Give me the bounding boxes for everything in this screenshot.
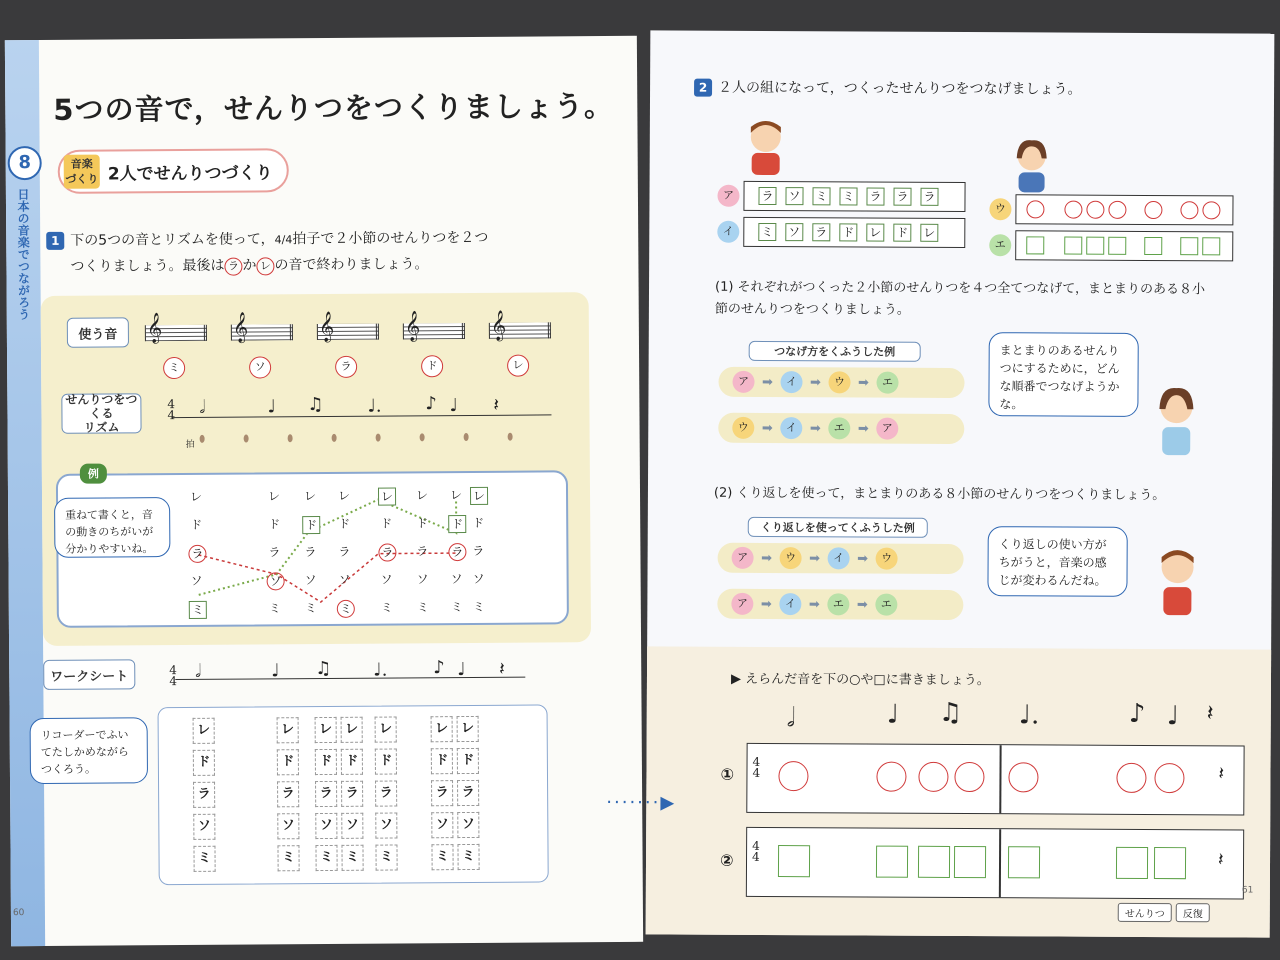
activity-badge — [58, 148, 289, 194]
worksheet-cell: ミ — [341, 845, 363, 871]
example-box — [56, 467, 569, 628]
note-name-4: レ — [507, 355, 529, 377]
melody-label-melodyA: ア — [717, 185, 739, 207]
example-cell: ミ — [416, 600, 429, 615]
note-name-3: ド — [421, 355, 443, 377]
wa-quarter-note-icon-2: ♩ — [1166, 701, 1180, 732]
p1-example-label: つなげ方をくふうした例 — [749, 341, 921, 362]
blank-square-1 — [876, 846, 908, 878]
page-number-right: 61 — [1241, 885, 1254, 896]
flow-item: エ — [876, 372, 898, 394]
girl-illustration — [1012, 136, 1052, 192]
boy-illustration — [744, 115, 788, 175]
example-cell: ド — [416, 516, 429, 531]
example-cell: レ — [470, 487, 488, 505]
melody-blank — [1108, 237, 1126, 255]
arrow-icon: ➡ — [809, 420, 821, 436]
example-cell: ソ — [190, 573, 203, 588]
example-cell: ミ — [189, 601, 207, 619]
quarter-note-icon-2: ♩ — [449, 395, 458, 417]
example-cell: ソ — [380, 572, 393, 587]
worksheet-cell: ミ — [193, 846, 215, 872]
wa-rest-icon: 𝄽 — [1206, 701, 1214, 727]
ws-quarter-note-icon: ♩ — [271, 660, 280, 682]
worksheet-cell: ド — [277, 749, 299, 775]
right-page — [606, 30, 1275, 937]
blank-circle-4 — [1008, 762, 1038, 792]
ws-dotted-quarter-icon: ♩. — [373, 659, 388, 681]
worksheet-cell: ミ — [431, 844, 453, 870]
melody-note: ミ — [812, 187, 830, 205]
note-name-1: ソ — [249, 356, 271, 378]
worksheet-cell: ミ — [457, 844, 479, 870]
example-cell: ド — [380, 516, 393, 531]
melody-note: レ — [866, 224, 884, 242]
worksheet-cell: ラ — [375, 780, 397, 806]
page-number-left: 60 — [12, 908, 25, 919]
melody-blank — [1064, 201, 1082, 219]
row1-time-signature: 4 4 — [752, 754, 761, 780]
wa-quarter-note-icon: ♩ — [886, 699, 900, 730]
worksheet-cell: ミ — [315, 845, 337, 871]
wa-dotted-quarter-icon: ♩. — [1018, 700, 1040, 731]
melody-blank — [1086, 237, 1104, 255]
writing-area — [606, 646, 1271, 937]
arrow-icon: ➡ — [808, 596, 820, 612]
part-1-text: (1) それぞれがつくった２小節のせんりつを４つ全てつなげて，まとまりのある８小節のせんりつをつくりましょう。 — [714, 279, 1206, 318]
footer-tag-2: 反復 — [1176, 903, 1210, 922]
worksheet-cell: ソ — [341, 813, 363, 839]
example-cell: ド — [448, 515, 466, 533]
materials-panel — [41, 292, 591, 646]
worksheet-cell: ラ — [193, 782, 215, 808]
beat-label: 拍 — [185, 439, 195, 450]
left-page — [5, 36, 643, 946]
worksheet-cell: レ — [375, 716, 397, 742]
worksheet-cell: ソ — [457, 812, 479, 838]
melody-blank — [1086, 201, 1104, 219]
notes-label: 使う音 — [67, 317, 129, 347]
worksheet-cell: ド — [457, 748, 479, 774]
treble-clef-icon: 𝄞 — [146, 313, 163, 344]
example-cell: ソ — [416, 572, 429, 587]
ws-half-note-icon: 𝅗𝅥 — [195, 660, 202, 682]
wa-eighth-note-icon: ♪ — [1128, 698, 1146, 729]
arrow-icon: ➡ — [760, 596, 772, 612]
arrow-icon: ➡ — [857, 420, 869, 437]
blank-square-6 — [1154, 847, 1186, 879]
p1-speech: まとまりのあるせんりつにするために，どんな順番でつなげようかな。 — [988, 332, 1138, 417]
write-prompt: ▶ えらんだ音を下の○や□に書きましょう。 — [730, 671, 990, 689]
example-cell: ラ — [416, 544, 429, 559]
flow-item: エ — [827, 593, 849, 615]
blank-circle-2 — [918, 762, 948, 792]
flow-item: ア — [732, 547, 754, 569]
melody-strip-melodyA — [743, 181, 965, 212]
melody-note: ラ — [866, 188, 884, 206]
question-1-line2: つくりましょう。最後は ラ か レ の音で終わりましょう。 — [70, 256, 429, 275]
melody-label-melodyE: エ — [989, 234, 1011, 256]
melody-note: ラ — [893, 188, 911, 206]
worksheet-cell: ラ — [341, 781, 363, 807]
boy-smiling-illustration — [1155, 543, 1199, 617]
example-cell: ド — [472, 515, 485, 530]
arrow-icon: ➡ — [810, 374, 822, 390]
worksheet-cell: ソ — [375, 812, 397, 838]
example-cell: ラ — [188, 545, 206, 563]
melody-blank — [1180, 237, 1198, 255]
example-cell: ミ — [472, 599, 485, 614]
example-cell: ラ — [338, 544, 351, 559]
footer-tags — [1118, 903, 1210, 922]
worksheet-cell: ラ — [431, 780, 453, 806]
ws-eighth-note-icon: ♪ — [433, 657, 445, 679]
wa-half-note-icon: 𝅗𝅥 — [786, 703, 796, 734]
melody-blank — [1180, 201, 1198, 219]
blank-circle-1 — [876, 762, 906, 792]
melody-note: ミ — [839, 187, 857, 205]
arrow-icon: ➡ — [761, 420, 773, 436]
rest-icon: 𝄽 — [493, 394, 499, 416]
flow-item: ウ — [828, 371, 850, 393]
flow-item: ア — [876, 418, 898, 440]
badge-label: 2人でせんりつづくり — [107, 162, 273, 185]
example-cell: ミ — [304, 601, 317, 616]
melody-blank — [1108, 201, 1126, 219]
ws-eighth-pair-icon: ♫ — [315, 657, 332, 680]
dotted-arrow-icon: ·······▶ — [606, 792, 677, 814]
beat-dot-7 — [508, 433, 513, 441]
worksheet-cell: ソ — [315, 813, 337, 839]
blank-square-2 — [918, 846, 950, 878]
time-signature: 4 4 — [167, 397, 176, 423]
worksheet-speech: リコーダーでふいてたしかめながらつくろう。 — [30, 717, 148, 784]
beat-dot-4 — [376, 434, 381, 442]
worksheet-cell: レ — [193, 718, 215, 744]
arrow-icon: ➡ — [857, 550, 869, 567]
flow-item: イ — [780, 417, 802, 439]
flow-row — [717, 589, 963, 620]
rhythm-label: せんりつをつくる リズム — [61, 393, 141, 434]
eighth-note-icon: ♪ — [425, 393, 437, 415]
arrow-icon: ➡ — [858, 374, 870, 391]
melody-blank — [1064, 237, 1082, 255]
worksheet-cell: ソ — [431, 812, 453, 838]
p2-speech: くり返しの使い方がちがうと，音楽の感じが変わるんだね。 — [987, 526, 1127, 597]
worksheet-cell: ド — [315, 749, 337, 775]
page-title: 5つの音で，せんりつをつくりましょう。 — [53, 88, 615, 127]
arrow-icon: ➡ — [809, 550, 821, 566]
melody-blank — [1202, 237, 1220, 255]
eighth-pair-icon: ♫ — [307, 394, 324, 416]
dotted-quarter-icon: ♩. — [367, 395, 382, 417]
melody-blank — [1026, 236, 1044, 254]
melody-note: ソ — [785, 187, 803, 205]
example-cell: レ — [267, 489, 281, 504]
worksheet-cell: ラ — [277, 781, 299, 807]
quarter-note-icon: ♩ — [267, 396, 276, 418]
melody-note: ラ — [758, 187, 776, 205]
worksheet-cell: ラ — [457, 780, 479, 806]
blank-square-0 — [778, 845, 810, 877]
example-cell: ソ — [338, 572, 351, 587]
worksheet-rhythm-line — [175, 677, 525, 681]
treble-clef-icon: 𝄞 — [318, 311, 335, 343]
beat-dot-1 — [244, 435, 249, 443]
footer-tag-1: せんりつ — [1118, 903, 1172, 922]
chapter-title: 日本の音楽でつながろう — [15, 188, 31, 321]
example-cell: レ — [337, 488, 351, 503]
question-1-line1: 1 下の5つの音とリズムを使って，4/4拍子で２小節のせんりつを２つ — [46, 225, 488, 255]
treble-clef-icon: 𝄞 — [490, 310, 507, 341]
ws-time-signature: 4 4 — [169, 663, 178, 689]
arrow-icon: ➡ — [761, 550, 773, 566]
worksheet-cell: レ — [457, 716, 479, 742]
beat-dot-2 — [288, 434, 293, 442]
example-cell: ミ — [337, 600, 355, 618]
flow-item: ア — [731, 593, 753, 615]
melody-note: ラ — [920, 188, 938, 206]
worksheet-cell: ド — [431, 748, 453, 774]
treble-clef-icon: 𝄞 — [232, 312, 249, 343]
worksheet-cell: ミ — [277, 845, 299, 871]
row2-time-signature: 4 4 — [752, 838, 760, 864]
example-cell: ミ — [450, 600, 463, 615]
blank-square-5 — [1116, 847, 1148, 879]
worksheet-cell: ド — [193, 750, 215, 776]
wa-eighth-pair-icon: ♫ — [938, 697, 963, 729]
melody-note: ソ — [785, 223, 803, 241]
ws-rest-icon: 𝄽 — [499, 658, 505, 680]
melody-blank — [1144, 201, 1162, 219]
example-cell: ラ — [304, 545, 317, 560]
worksheet-grid — [158, 704, 549, 885]
blank-square-4 — [1008, 846, 1040, 878]
example-cell: レ — [378, 487, 396, 505]
row-1-label: ① — [720, 764, 735, 784]
melody-strip-melodyI — [743, 217, 965, 248]
row2-rest-icon: 𝄽 — [1217, 849, 1224, 871]
ws-quarter-note-icon-2: ♩ — [457, 659, 466, 681]
worksheet-cell: ミ — [375, 844, 397, 870]
flow-item: イ — [780, 371, 802, 393]
example-label: 例 — [80, 464, 107, 484]
girl-thinking-illustration — [1154, 383, 1198, 457]
flow-row — [718, 413, 964, 444]
example-speech: 重ねて書くと，音の動きのちがいが分かりやすいね。 — [54, 497, 170, 558]
example-cell: レ — [189, 489, 203, 504]
half-note-icon: 𝅗𝅥 — [199, 396, 206, 418]
melody-note: ラ — [812, 223, 830, 241]
blank-circle-3 — [954, 762, 984, 792]
worksheet-cell: ラ — [315, 781, 337, 807]
melody-note: ド — [839, 223, 857, 241]
flow-item: エ — [875, 594, 897, 616]
beat-dot-6 — [464, 433, 469, 441]
example-cell: ド — [190, 517, 203, 532]
example-cell: ラ — [472, 543, 485, 558]
example-cell: ソ — [267, 572, 285, 590]
flow-item: エ — [828, 417, 850, 439]
flow-item: ウ — [876, 548, 898, 570]
melody-label-melodyU: ウ — [989, 198, 1011, 220]
example-cell: ラ — [378, 543, 396, 561]
worksheet-cell: ソ — [193, 814, 215, 840]
flow-row — [718, 543, 964, 574]
row-2-label: ② — [719, 850, 734, 870]
worksheet-cell: ド — [341, 749, 363, 775]
example-cell: レ — [303, 489, 317, 504]
melody-strip-melodyE — [1015, 230, 1233, 261]
example-cell: ラ — [268, 545, 281, 560]
worksheet-cell: レ — [315, 717, 337, 743]
beat-dot-5 — [420, 433, 425, 441]
example-cell: ソ — [472, 571, 485, 586]
example-cell: ソ — [304, 573, 317, 588]
flow-item: イ — [779, 593, 801, 615]
worksheet-cell: レ — [277, 717, 299, 743]
arrow-icon: ➡ — [856, 596, 868, 613]
example-cell: ラ — [448, 543, 466, 561]
note-name-0: ミ — [163, 357, 185, 379]
melody-blank — [1144, 237, 1162, 255]
flow-item: ウ — [732, 417, 754, 439]
chapter-number: 8 — [8, 146, 42, 180]
melody-label-melodyI: イ — [717, 221, 739, 243]
example-cell: レ — [415, 488, 429, 503]
part-2-text: (2) くり返しを使って，まとまりのある８小節のせんりつをつくりましょう。 — [713, 485, 1166, 504]
worksheet-cell: レ — [431, 716, 453, 742]
blank-circle-0 — [778, 761, 808, 791]
worksheet-cell: ド — [375, 748, 397, 774]
p2-example-label: くり返しを使ってくふうした例 — [748, 517, 928, 538]
blank-circle-5 — [1116, 763, 1146, 793]
melody-blank — [1202, 201, 1220, 219]
worksheet-cell: レ — [341, 717, 363, 743]
badge-tag: 音楽 づくり — [64, 155, 100, 189]
worksheet-label: ワークシート — [43, 659, 135, 690]
flow-item: イ — [828, 547, 850, 569]
melody-note: ミ — [758, 223, 776, 241]
example-cell: ミ — [380, 600, 393, 615]
example-cell: ソ — [450, 572, 463, 587]
worksheet-cell: ソ — [277, 813, 299, 839]
note-name-2: ラ — [335, 356, 357, 378]
treble-clef-icon: 𝄞 — [404, 311, 421, 342]
beat-dot-0 — [200, 435, 205, 443]
example-cell: ミ — [268, 601, 281, 616]
question-2: 2 ２人の組になって，つくったせんりつをつなげましょう。 — [694, 75, 1082, 103]
beat-dot-3 — [332, 434, 337, 442]
example-cell: ド — [338, 516, 351, 531]
flow-row — [718, 367, 964, 398]
example-cell: ド — [302, 516, 320, 534]
example-cell: レ — [449, 488, 463, 503]
melody-strip-melodyU — [1015, 194, 1233, 225]
melody-blank — [1026, 200, 1044, 218]
melody-note: ド — [893, 224, 911, 242]
flow-item: ア — [732, 371, 754, 393]
melody-note: レ — [920, 224, 938, 242]
example-cell: ド — [268, 517, 281, 532]
flow-item: ウ — [780, 547, 802, 569]
blank-circle-6 — [1154, 763, 1184, 793]
arrow-icon: ➡ — [762, 374, 774, 390]
row1-rest-icon: 𝄽 — [1218, 763, 1225, 785]
blank-square-3 — [954, 846, 986, 878]
